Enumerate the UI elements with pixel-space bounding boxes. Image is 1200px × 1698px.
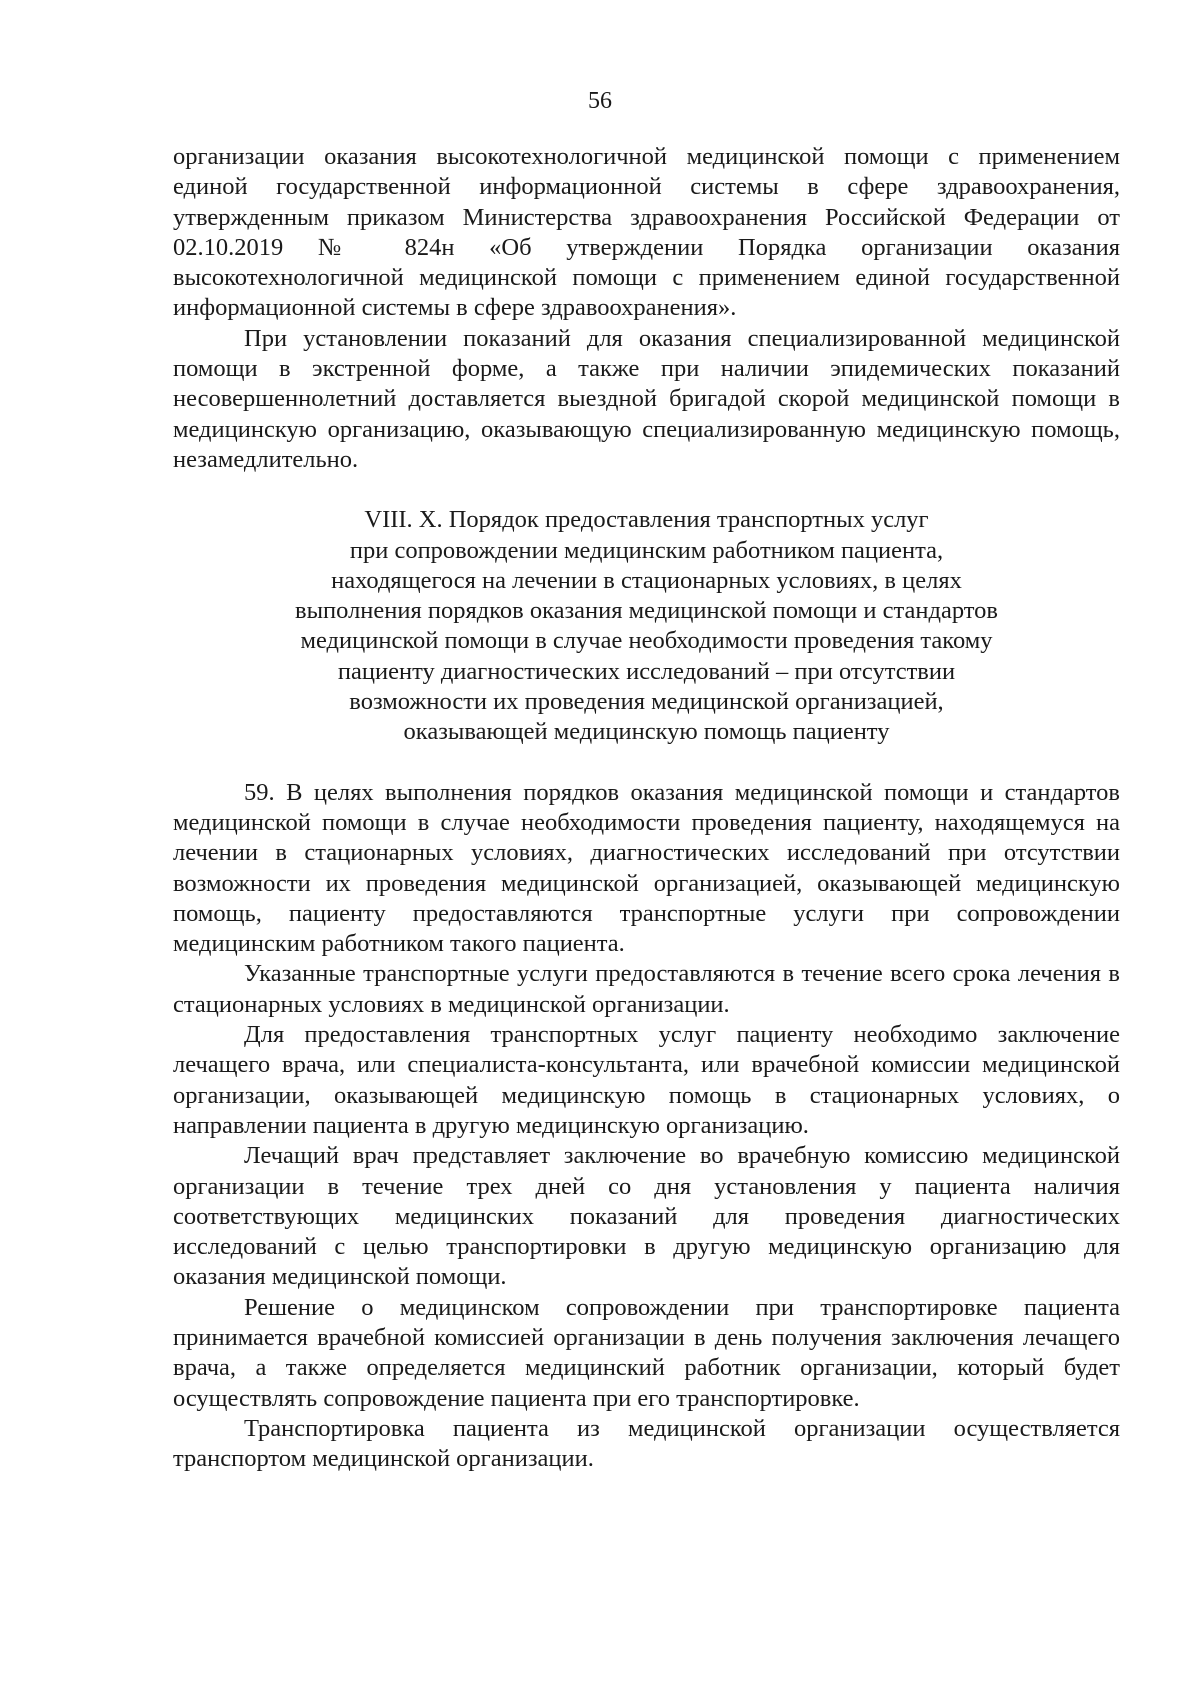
section-heading-line: находящегося на лечении в стационарных условиях, в целях bbox=[331, 566, 962, 594]
section-heading bbox=[173, 505, 1120, 747]
section-heading-line: возможности их проведения медицинской организацией, bbox=[349, 688, 944, 716]
section-heading-line: оказывающей медицинскую помощь пациенту bbox=[403, 718, 890, 746]
paragraph-emergency-transport: При установлении показаний для оказания специализированной медицинской помощи в экстренной форме, а также при наличии эпидемических показаний несовершеннолетний доставляется выездной бригадой скорой медицинской помощи в медицинскую организацию, оказывающую специализированную медицинскую помощь, незамедлительно. bbox=[173, 324, 1120, 473]
paragraph-transport-vehicle: Транспортировка пациента из медицинской организации осуществляется транспортом медицинской организации. bbox=[173, 1414, 1120, 1473]
section-heading-line: пациенту диагностических исследований – при отсутствии bbox=[337, 657, 956, 685]
paragraph-clause-59: 59. В целях выполнения порядков оказания медицинской помощи и стандартов медицинской помощи в случае необходимости проведения пациенту, находящемуся на лечении в стационарных условиях, диагностических исследований при отсутствии возможности их проведения медицинской организацией, оказывающей медицинскую помощь, пациенту предоставляются транспортные услуги при сопровождении медицинским работником такого пациента. bbox=[173, 778, 1120, 958]
paragraph-commission-decision: Решение о медицинском сопровождении при транспортировке пациента принимается врачебной комиссией организации в день получения заключения лечащего врача, а также определяется медицинский работник организации, который будет осуществлять сопровождение пациента при его транспортировке. bbox=[173, 1293, 1120, 1412]
paragraph-continuation: организации оказания высокотехнологичной медицинской помощи с применением единой государственной информационной системы в сфере здравоохранения, утвержденным приказом Министерства здравоохранения Российской Федерации от 02.10.2019 № 824н «Об утверждении Порядка организации оказания высокотехнологичной медицинской помощи с применением единой государственной информационной системы в сфере здравоохранения». bbox=[173, 143, 1120, 322]
page-number: 56 bbox=[588, 88, 612, 114]
section-heading-line: выполнения порядков оказания медицинской помощи и стандартов bbox=[295, 597, 998, 625]
paragraph-doctor-submits: Лечащий врач представляет заключение во врачебную комиссию медицинской организации в течение трех дней со дня установления у пациента наличия соответствующих медицинских показаний для проведения диагностических исследований с целью транспортировки в другую медицинскую организацию для оказания медицинской помощи. bbox=[173, 1142, 1120, 1291]
section-heading-line: при сопровождении медицинским работником пациента, bbox=[349, 536, 944, 564]
section-heading-line: медицинской помощи в случае необходимости проведения такому bbox=[300, 627, 993, 655]
paragraph-service-duration: Указанные транспортные услуги предоставляются в течение всего срока лечения в стационарных условиях в медицинской организации. bbox=[173, 960, 1120, 1018]
section-heading-line: VIII. X. Порядок предоставления транспортных услуг bbox=[364, 506, 929, 534]
paragraph-conclusion-required: Для предоставления транспортных услуг пациенту необходимо заключение лечащего врача, или специалиста-консультанта, или врачебной комиссии медицинской организации, оказывающей медицинскую помощь в стационарных условиях, о направлении пациента в другую медицинскую организацию. bbox=[173, 1021, 1120, 1139]
document-body bbox=[173, 142, 1120, 1474]
